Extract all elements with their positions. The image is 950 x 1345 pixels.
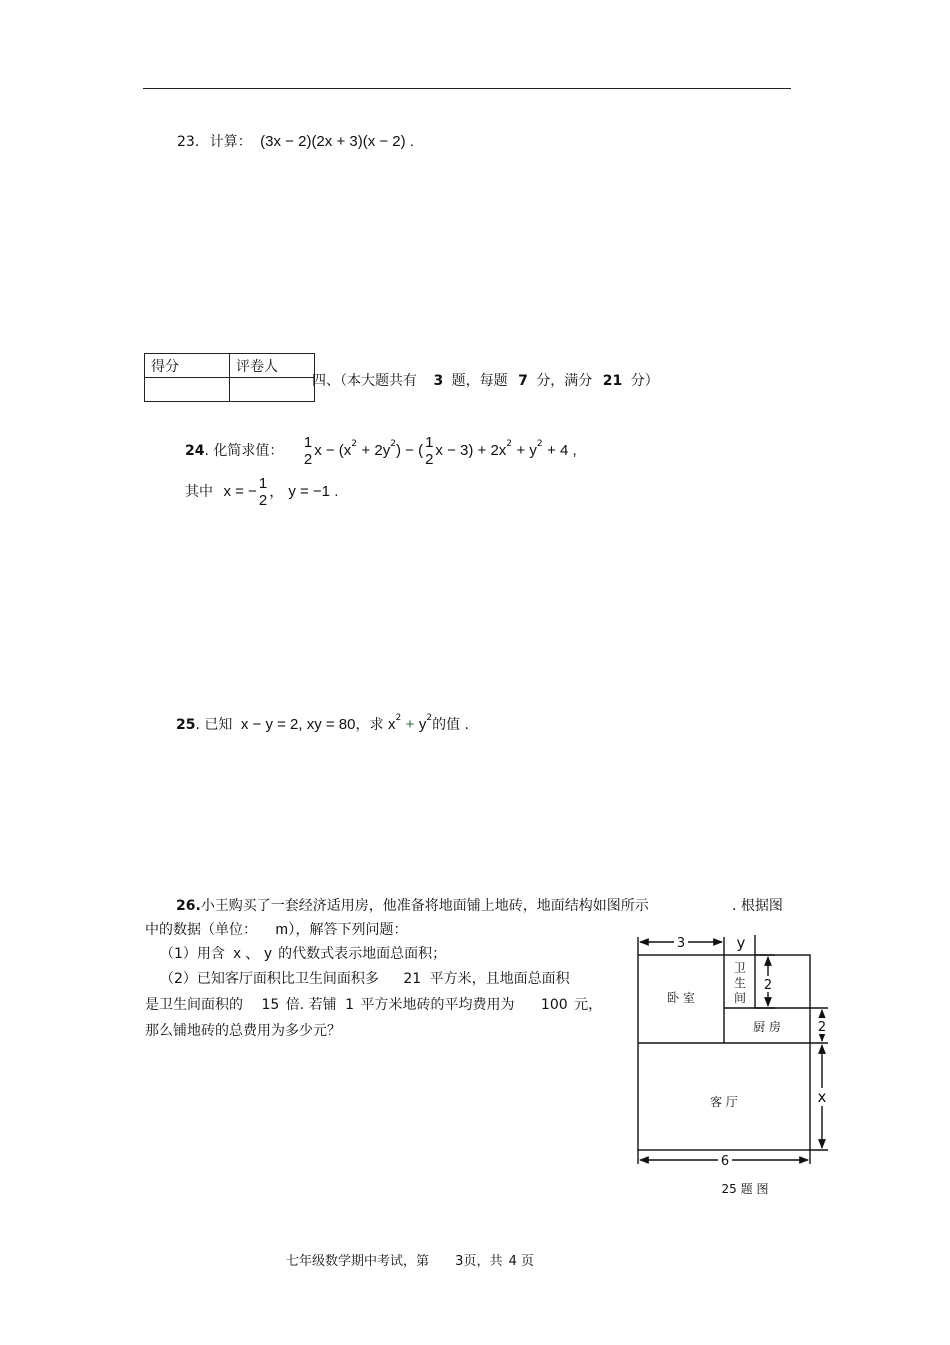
q25-end: 的值 . [432, 717, 469, 733]
q24-exp-4: 2 [536, 439, 543, 449]
q23-label: 计算： [209, 134, 252, 150]
q25-number: 25 [176, 717, 196, 733]
footer-mid: 页，共 [463, 1254, 503, 1269]
q24-fraction-2-num: 1 [425, 433, 434, 451]
q24-term-2: + 2y [361, 442, 391, 459]
q24-fraction-1-den: 2 [303, 451, 313, 468]
q26-line2-b: ，解答下列问题： [295, 922, 408, 938]
q24-term-4: x − 3) + 2x [435, 442, 507, 459]
bedroom-label: 卧 室 [667, 991, 695, 1005]
q25-y: y [418, 716, 427, 733]
dim-label-3: 3 [676, 936, 686, 951]
q25-ask: ，求 [355, 717, 384, 733]
q26-number: 26. [176, 898, 201, 914]
q25-x: x [387, 716, 396, 733]
footer-page-number: 3 [455, 1254, 464, 1269]
q26-line4-c: 平方米地砖的平均费用为 [360, 997, 515, 1013]
dim-label-y: y [736, 934, 746, 952]
section-4-mid2: 分，满分 [536, 373, 593, 389]
q24-fraction-1-num: 1 [303, 433, 313, 451]
q26-line4-d: 元， [574, 997, 603, 1013]
q26-line4-n2: 15 [261, 997, 280, 1013]
dim-label-6: 6 [720, 1154, 730, 1169]
q23-number: 23. [177, 134, 200, 150]
q24-exp-3: 2 [506, 439, 513, 449]
dim-label-2-bathroom: 2 [763, 978, 773, 993]
q26-line4-n3: 1 [345, 997, 355, 1013]
kitchen-label: 厨 房 [753, 1020, 781, 1034]
q25-plus: + [405, 716, 415, 733]
q26-line2-a: 中的数据（单位： [145, 922, 257, 938]
bathroom-label-2: 生 [733, 976, 747, 990]
q26-line-1-end: . 根据图 [732, 898, 783, 914]
figure-caption: 25 题 图 [721, 1182, 769, 1196]
q24-x-equals: x = − [223, 483, 257, 500]
score-box-score-label: 得分 [145, 354, 230, 378]
q26-part1-vars: x 、 y [233, 945, 272, 962]
q26-line4-n4: 100 [540, 997, 568, 1013]
q23-expression: (3x − 2)(2x + 3)(x − 2) . [260, 133, 414, 150]
q26-line4-b: 倍. 若铺 [285, 997, 337, 1013]
bathroom-label-3: 间 [733, 991, 747, 1005]
q25-label: . 已知 [195, 717, 233, 733]
q26-unit: m） [275, 921, 296, 938]
bathroom-label-1: 卫 [733, 961, 747, 975]
q24-term-3: ) − ( [395, 442, 424, 459]
q24-term-5: + y [516, 442, 537, 459]
section-4-count: 3 [433, 373, 444, 389]
q26-part2-n1: 21 [403, 971, 422, 987]
footer-end: 页 [521, 1254, 535, 1269]
q24-x-fraction-den: 2 [258, 492, 268, 509]
q26-part1-b: 的代数式表示地面总面积； [278, 946, 447, 962]
q26-line4-a: 是卫生间面积的 [145, 997, 243, 1013]
q26-part2-a: （2）已知客厅面积比卫生间面积多 [160, 971, 379, 987]
q24-exp-2: 2 [390, 439, 396, 449]
q24-label: . 化简求值： [204, 443, 284, 459]
q24-x-fraction-num: 1 [258, 474, 268, 492]
score-box-grader-label: 评卷人 [230, 354, 315, 378]
q25-exp-2: 2 [426, 713, 433, 723]
q25-given: x − y = 2, xy = 80 [240, 716, 356, 733]
q24-fraction-2-den: 2 [425, 451, 434, 468]
q25-exp-1: 2 [395, 713, 402, 723]
q24-term-1: x − (x [314, 442, 352, 459]
dim-label-x: x [817, 1088, 827, 1106]
dim-label-2-kitchen: 2 [817, 1020, 827, 1035]
living-room-label: 客 厅 [710, 1095, 738, 1109]
q24-where: 其中 [185, 484, 213, 500]
q26-line-5: 那么铺地砖的总费用为多少元？ [145, 1023, 341, 1039]
q26-line1-text: 小王购买了一套经济适用房，他准备将地面铺上地砖，地面结构如图所示 [200, 898, 649, 914]
footer-total-pages: 4 [508, 1254, 517, 1269]
q26-part2-b: 平方米，且地面总面积 [429, 971, 570, 987]
q24-y-equals: ， y = −1 . [269, 483, 339, 500]
q24-term-6: + 4 , [547, 442, 577, 459]
section-4-prefix: 四、（本大题共有 [312, 373, 417, 389]
q26-part1-a: （1）用含 [160, 946, 225, 962]
footer-left: 七年级数学期中考试，第 [286, 1254, 430, 1269]
q24-number: 24 [185, 443, 205, 459]
section-4-mid1: 题，每题 [451, 373, 508, 389]
section-4-suffix: 分） [630, 373, 659, 389]
page-footer [286, 1250, 534, 1269]
section-4-total: 21 [602, 373, 623, 389]
section-4-each: 7 [518, 373, 528, 389]
q24-exp-1: 2 [351, 439, 358, 449]
